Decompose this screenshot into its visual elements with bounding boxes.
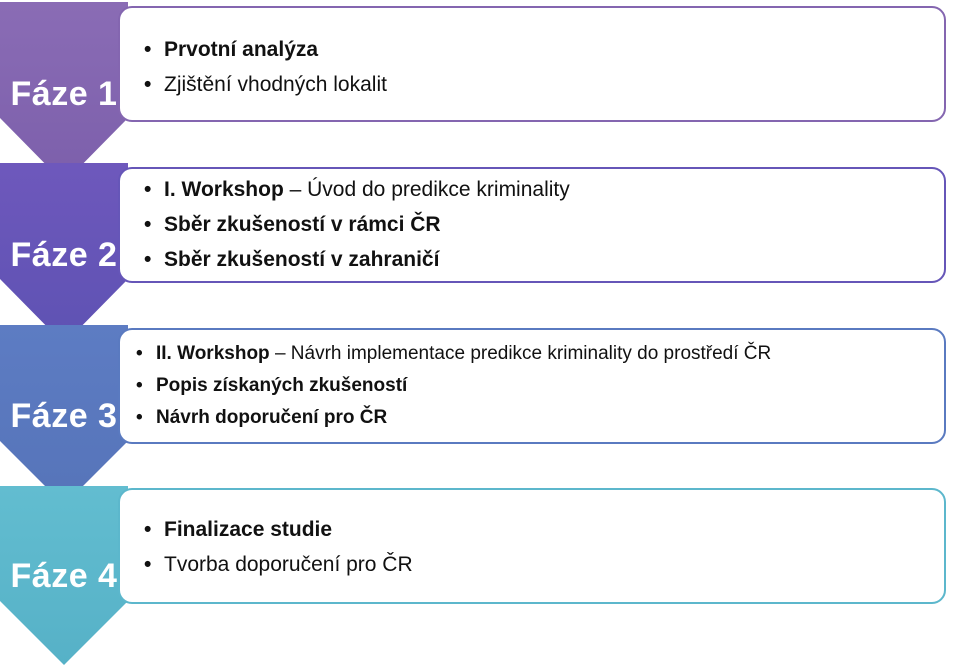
phase-4-item: • Finalizace studie bbox=[142, 512, 413, 547]
phase-2-item: • I. Workshop – Úvod do predikce kriminality bbox=[142, 172, 570, 207]
phase-2-items bbox=[142, 172, 570, 277]
phase-3-item: • Návrh doporučení pro ČR bbox=[134, 402, 771, 434]
phase-4-items bbox=[142, 512, 413, 582]
phase-3-item: • Popis získaných zkušeností bbox=[134, 370, 771, 402]
phase-1-items bbox=[142, 32, 387, 102]
phase-1-item: • Zjištění vhodných lokalit bbox=[142, 67, 387, 102]
phase-3-label: Fáze 3 bbox=[10, 397, 118, 435]
phase-2-label: Fáze 2 bbox=[10, 236, 118, 274]
phase-2-box bbox=[118, 167, 946, 283]
phase-4-label: Fáze 4 bbox=[10, 557, 118, 595]
phase-1-label: Fáze 1 bbox=[10, 75, 118, 113]
phase-2-item: • Sběr zkušeností v zahraničí bbox=[142, 242, 570, 277]
phase-4-item: • Tvorba doporučení pro ČR bbox=[142, 547, 413, 582]
phase-3-item: • II. Workshop – Návrh implementace predikce kriminality do prostředí ČR bbox=[134, 338, 771, 370]
phase-3-items bbox=[134, 338, 771, 434]
phase-2-item: • Sběr zkušeností v rámci ČR bbox=[142, 207, 570, 242]
phase-3-box bbox=[118, 328, 946, 444]
phase-1-box bbox=[118, 6, 946, 122]
phase-1-item: • Prvotní analýza bbox=[142, 32, 387, 67]
phase-4-box bbox=[118, 488, 946, 604]
